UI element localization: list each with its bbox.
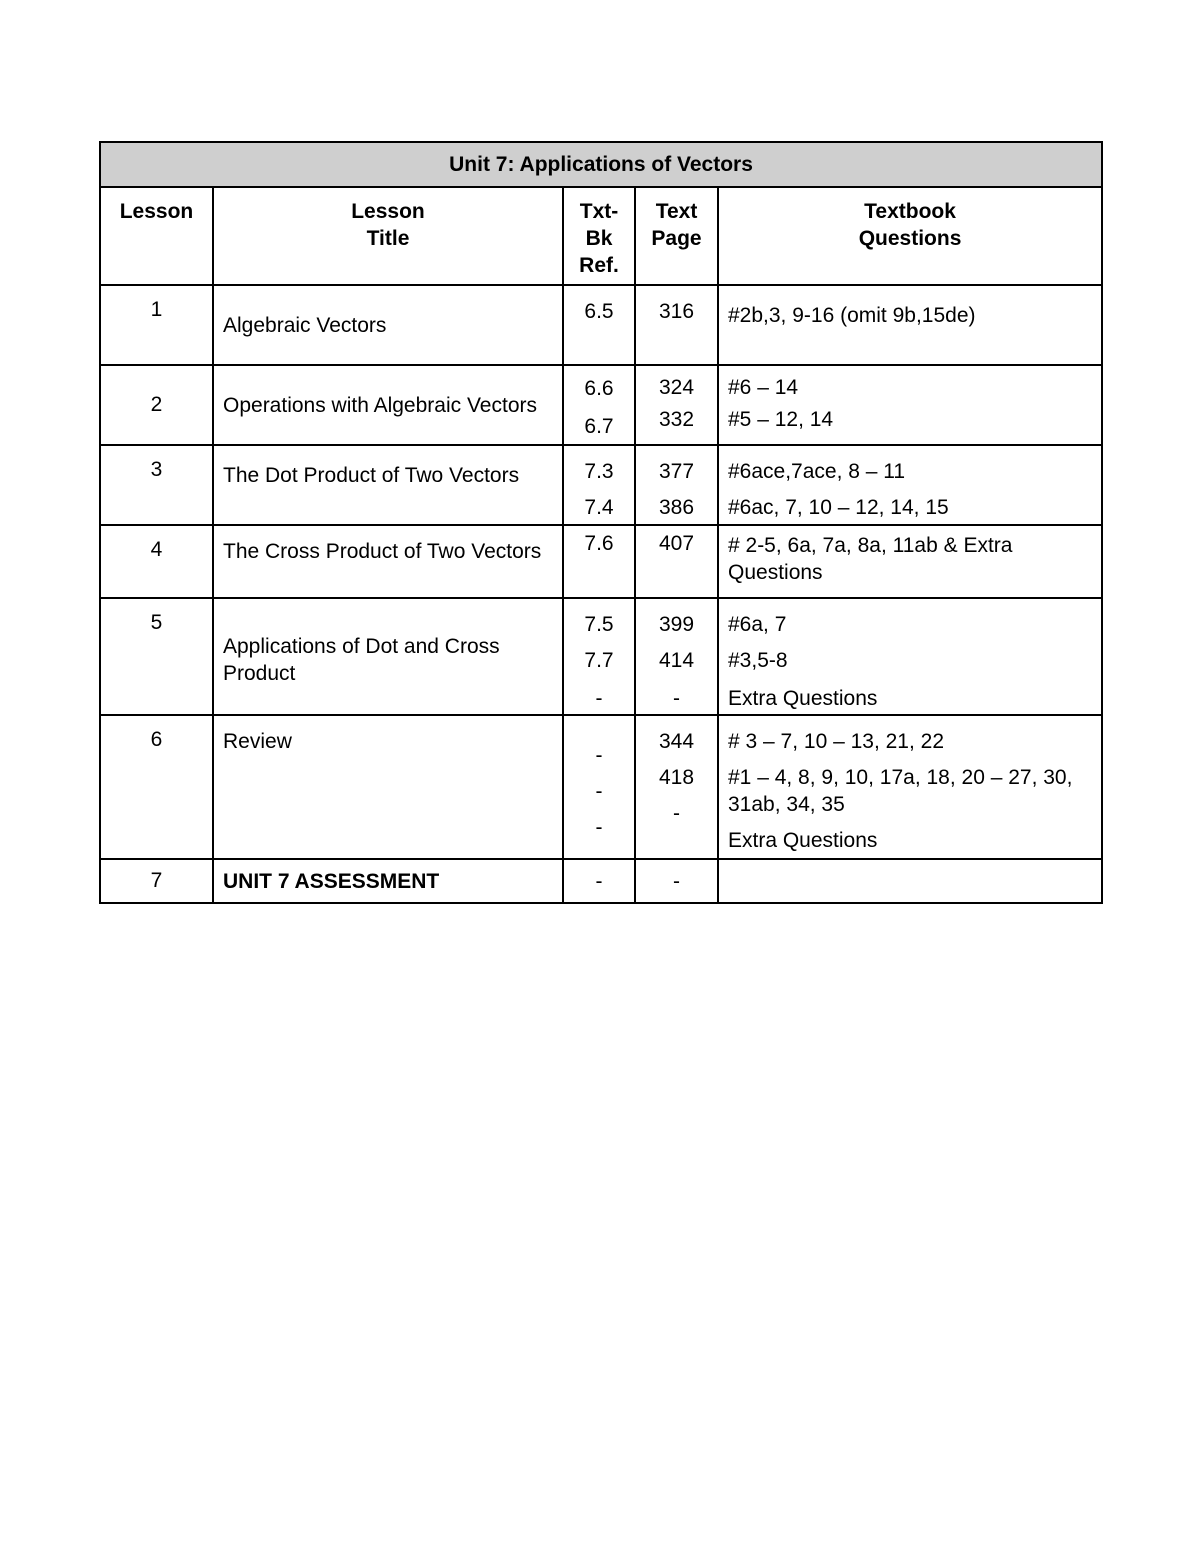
lesson-number: 6 — [100, 715, 213, 859]
lesson-number: 2 — [100, 365, 213, 445]
lesson-number: 7 — [100, 859, 213, 903]
text-page: 324 332 — [635, 365, 718, 445]
textbook-ref: - - - — [563, 715, 635, 859]
lesson-number: 4 — [100, 525, 213, 598]
lesson-title: The Cross Product of Two Vectors — [213, 525, 563, 598]
lesson-title: Operations with Algebraic Vectors — [213, 365, 563, 445]
textbook-questions: # 3 – 7, 10 – 13, 21, 22 #1 – 4, 8, 9, 10, 17a, 18, 20 – 27, 30, 31ab, 34, 35 Extra Questions — [718, 715, 1102, 859]
table-title: Unit 7: Applications of Vectors — [100, 142, 1102, 187]
lesson-title: UNIT 7 ASSESSMENT — [213, 859, 563, 903]
lesson-title: Applications of Dot and Cross Product — [213, 598, 563, 715]
table-row — [100, 285, 1102, 365]
textbook-ref: - — [563, 859, 635, 903]
lesson-title: Algebraic Vectors — [213, 285, 563, 365]
table-row — [100, 598, 1102, 715]
textbook-ref: 7.3 7.4 — [563, 445, 635, 525]
textbook-ref: 6.5 — [563, 285, 635, 365]
textbook-questions: #2b,3, 9-16 (omit 9b,15de) — [718, 285, 1102, 365]
textbook-questions: #6 – 14 #5 – 12, 14 — [718, 365, 1102, 445]
text-page: 377 386 — [635, 445, 718, 525]
table-row — [100, 859, 1102, 903]
lesson-number: 3 — [100, 445, 213, 525]
textbook-questions: #6ace,7ace, 8 – 11 #6ac, 7, 10 – 12, 14, 15 — [718, 445, 1102, 525]
textbook-ref: 6.6 6.7 — [563, 365, 635, 445]
table-row — [100, 715, 1102, 859]
header-text-page: Text Page — [635, 187, 718, 285]
text-page: 316 — [635, 285, 718, 365]
text-page: 399 414 - — [635, 598, 718, 715]
header-lesson: Lesson — [100, 187, 213, 285]
table-row — [100, 445, 1102, 525]
lesson-title: Review — [213, 715, 563, 859]
lesson-number: 5 — [100, 598, 213, 715]
lesson-number: 1 — [100, 285, 213, 365]
textbook-questions — [718, 859, 1102, 903]
text-page: 407 — [635, 525, 718, 598]
unit-schedule-table — [99, 141, 1103, 904]
table-row — [100, 365, 1102, 445]
textbook-ref: 7.5 7.7 - — [563, 598, 635, 715]
header-row — [100, 187, 1102, 285]
textbook-questions: #6a, 7 #3,5-8 Extra Questions — [718, 598, 1102, 715]
textbook-questions: # 2-5, 6a, 7a, 8a, 11ab & Extra Questions — [718, 525, 1102, 598]
textbook-ref: 7.6 — [563, 525, 635, 598]
text-page: - — [635, 859, 718, 903]
header-lesson-title: Lesson Title — [213, 187, 563, 285]
table-row — [100, 525, 1102, 598]
text-page: 344 418 - — [635, 715, 718, 859]
lesson-title: The Dot Product of Two Vectors — [213, 445, 563, 525]
header-textbook-questions: Textbook Questions — [718, 187, 1102, 285]
header-textbook-ref: Txt- Bk Ref. — [563, 187, 635, 285]
